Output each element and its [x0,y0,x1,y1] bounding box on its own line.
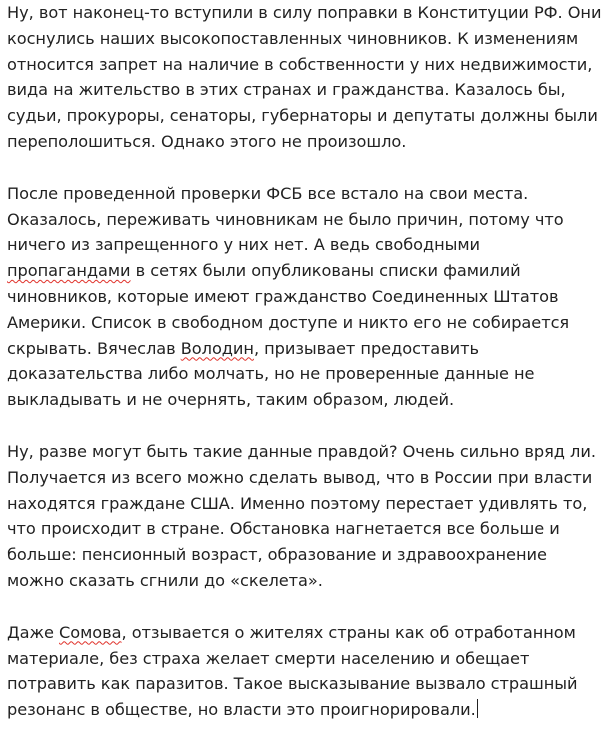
paragraph-text: , отзывается о жителях страны как об отработанном материале, без страха желает смерти населению и обещает потравить как паразитов. Такое высказывание вызвало страшный резонанс в обществе, но власти это проигнорировали. [7,622,578,720]
paragraph-text: , призывает предоставить доказательства либо молчать, но не проверенные данные не выкладывать и не очернять, таким образом, людей. [7,338,535,410]
misspelled-word[interactable]: Сомова [59,622,122,642]
paragraph-3 [7,439,607,594]
text-editor-area[interactable] [7,0,607,749]
misspelled-word[interactable]: Володин [180,338,254,358]
paragraph-text: в сетях были опубликованы списки фамилий чиновников, которые имеют гражданство Соединенных Штатов Америки. Список в свободном доступе и никто его не собирается скрывать. Вячеслав [7,261,570,358]
text-cursor [477,699,478,718]
paragraph-text: Даже [7,622,60,642]
paragraph-2 [7,181,607,413]
paragraph-4 [7,620,607,723]
misspelled-word[interactable]: пропагандами [7,261,131,281]
paragraph-text: После проведенной проверки ФСБ все встало на свои места. Оказалось, переживать чиновникам не было причин, потому что ничего из запрещенного у них нет. А ведь свободными [7,183,564,255]
paragraph-text: Ну, вот наконец-то вступили в силу поправки в Конституции РФ. Они коснулись наших высокопоставленных чиновников. К изменениям относится запрет на наличие в собственности у них недвижимости, вида на жительство в этих странах и гражданства. Казалось бы, судьи, прокуроры, сенаторы, губернаторы и депутаты должны были переполошиться. Однако этого не произошло. [7,3,602,151]
paragraph-text: Ну, разве могут быть такие данные правдой? Очень сильно вряд ли. Получается из всего можно сделать вывод, что в России при власти находятся граждане США. Именно поэтому перестает удивлять то, что происходит в стране. Обстановка нагнетается все больше и больше: пенсионный возраст, образование и здравоохранение можно сказать сгнили до «скелета». [7,441,596,590]
paragraph-1 [7,0,607,155]
